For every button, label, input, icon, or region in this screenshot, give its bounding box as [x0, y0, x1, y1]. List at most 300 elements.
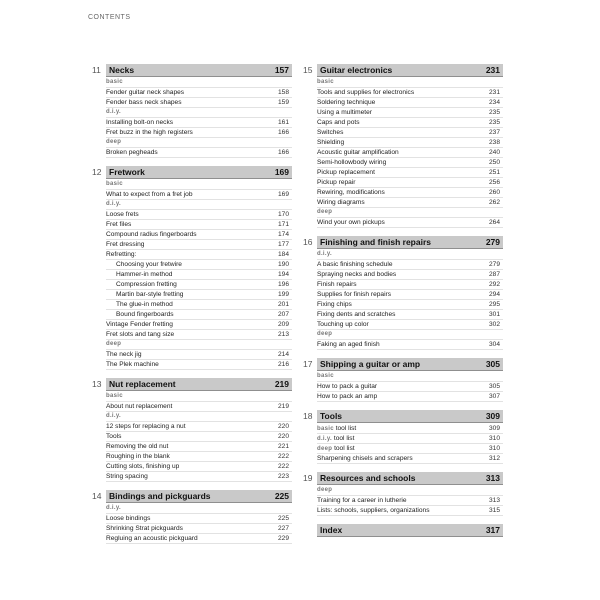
entry-title-group [106, 350, 142, 359]
toc-entry[interactable] [106, 128, 292, 138]
toc-entry[interactable] [106, 350, 292, 360]
toc-entry[interactable] [317, 310, 503, 320]
chapter-section [92, 64, 292, 158]
entry-title: Fret dressing [106, 241, 145, 248]
toc-entry[interactable] [106, 462, 292, 472]
entry-page: 237 [488, 129, 500, 136]
entry-title-group [106, 260, 182, 269]
entry-title: How to pack an amp [317, 393, 378, 400]
difficulty-level: deep [106, 138, 292, 148]
entry-title-group [317, 218, 385, 227]
toc-entry[interactable] [317, 454, 503, 464]
entry-title-group [317, 188, 385, 197]
entry-page: 305 [488, 383, 500, 390]
entry-title: Wiring diagrams [317, 199, 365, 206]
difficulty-level: d.i.y. [106, 108, 292, 118]
entry-title-group [106, 514, 150, 523]
entry-title: Spraying necks and bodies [317, 271, 397, 278]
entry-title: tool list [333, 434, 355, 442]
chapter-entries [317, 372, 503, 402]
chapter-title-bar [317, 410, 503, 423]
entry-page: 196 [277, 281, 289, 288]
entry-title: Fret files [106, 221, 132, 228]
chapter-title-bar [317, 472, 503, 485]
entry-title-group [106, 472, 148, 481]
entry-title-group [317, 88, 414, 97]
chapter-section [303, 236, 503, 350]
toc-entry[interactable] [106, 442, 292, 452]
chapter-page: 305 [485, 358, 500, 369]
toc-entry[interactable] [317, 424, 503, 434]
difficulty-level: deep [106, 340, 292, 350]
entry-page: 207 [277, 311, 289, 318]
entry-title: Tools [106, 433, 122, 440]
chapter-number: 18 [303, 411, 313, 421]
chapter-number: 15 [303, 65, 313, 75]
toc-entry[interactable] [317, 168, 503, 178]
chapter-entries [317, 250, 503, 350]
entry-title-group [106, 524, 183, 533]
chapter-heading[interactable] [92, 166, 292, 178]
entry-title-group [317, 340, 380, 349]
chapter-title: Nut replacement [109, 378, 176, 389]
chapter-heading[interactable] [303, 236, 503, 248]
chapter-number: 19 [303, 473, 313, 483]
entry-title: Shrinking Strat pickguards [106, 525, 183, 532]
entry-page: 223 [277, 473, 289, 480]
entry-title-group [106, 442, 168, 451]
chapter-number: 12 [92, 167, 102, 177]
entry-title-group [106, 230, 197, 239]
toc-entry[interactable] [317, 148, 503, 158]
entry-page: 234 [488, 99, 500, 106]
entry-title-group [317, 108, 372, 117]
chapter-entries [106, 392, 292, 482]
entry-title: How to pack a guitar [317, 383, 378, 390]
entry-page: 166 [277, 149, 289, 156]
entry-title: Cutting slots, finishing up [106, 463, 180, 470]
difficulty-level: d.i.y. [106, 412, 292, 422]
entry-title-group [317, 392, 377, 401]
toc-entry[interactable] [106, 452, 292, 462]
entry-title: Acoustic guitar amplification [317, 149, 399, 156]
chapter-section [303, 472, 503, 516]
entry-title: Compound radius fingerboards [106, 231, 197, 238]
chapter-page: 231 [485, 64, 500, 75]
entry-title-group [106, 98, 182, 107]
entry-page: 166 [277, 129, 289, 136]
toc-entry[interactable] [106, 210, 292, 220]
entry-title: Fret slots and tang size [106, 331, 175, 338]
chapter-number: 13 [92, 379, 102, 389]
difficulty-level: deep [317, 330, 503, 340]
entry-title: Choosing your fretwire [116, 261, 182, 268]
inline-difficulty-level: d.i.y. [317, 435, 333, 442]
chapter-section [303, 358, 503, 402]
entry-page: 310 [488, 445, 500, 452]
toc-entry[interactable] [106, 98, 292, 108]
entry-title-group [317, 148, 399, 157]
entry-title-group [106, 190, 193, 199]
entry-page: 260 [488, 189, 500, 196]
toc-entry[interactable] [317, 138, 503, 148]
entry-title: About nut replacement [106, 403, 173, 410]
entry-title: Shielding [317, 139, 345, 146]
entry-title-group [106, 300, 173, 309]
toc-entry[interactable] [317, 382, 503, 392]
entry-title: Faking an aged finish [317, 341, 380, 348]
difficulty-level: deep [317, 486, 503, 496]
difficulty-level: basic [106, 392, 292, 402]
entry-title-group [106, 534, 198, 543]
difficulty-level: basic [106, 180, 292, 190]
chapter-section [92, 378, 292, 482]
chapter-heading[interactable] [303, 410, 503, 422]
toc-entry[interactable] [317, 434, 503, 444]
toc-entry[interactable] [106, 290, 292, 300]
entry-page: 264 [488, 219, 500, 226]
entry-title-group [106, 320, 173, 329]
entry-title: Compression fretting [116, 281, 177, 288]
chapter-title-bar [106, 64, 292, 77]
toc-entry[interactable] [106, 534, 292, 544]
toc-entry[interactable] [317, 496, 503, 506]
chapter-number: 17 [303, 359, 313, 369]
entry-page: 194 [277, 271, 289, 278]
entry-title-group [106, 88, 184, 97]
toc-entry[interactable] [106, 514, 292, 524]
difficulty-level: d.i.y. [106, 504, 292, 514]
chapter-title: Fretwork [109, 166, 145, 177]
chapter-page: 309 [485, 410, 500, 421]
toc-entry[interactable] [317, 98, 503, 108]
entry-title-group [317, 506, 430, 515]
toc-column-left [92, 64, 292, 552]
entry-title-group [317, 270, 396, 279]
chapter-entries [106, 180, 292, 370]
entry-title: Martin bar-style fretting [116, 291, 184, 298]
entry-page: 294 [488, 291, 500, 298]
entry-title-group [106, 250, 136, 259]
chapter-page: 279 [485, 236, 500, 247]
entry-title: Tools and supplies for electronics [317, 89, 415, 96]
entry-page: 310 [488, 435, 500, 442]
entry-title-group [106, 148, 158, 157]
toc-entry[interactable] [106, 270, 292, 280]
entry-page: 302 [488, 321, 500, 328]
entry-title-group [106, 210, 139, 219]
toc-entry[interactable] [317, 128, 503, 138]
entry-title-group [106, 118, 173, 127]
toc-entry[interactable] [317, 392, 503, 402]
chapter-heading[interactable] [92, 490, 292, 502]
entry-title-group [106, 402, 172, 411]
entry-title-group [106, 128, 193, 137]
entry-page: 222 [277, 453, 289, 460]
toc-entry[interactable] [317, 260, 503, 270]
toc-entry[interactable] [106, 310, 292, 320]
entry-title-group [317, 198, 365, 207]
entry-title-group [317, 168, 375, 177]
entry-page: 240 [488, 149, 500, 156]
entry-title-group [317, 138, 344, 147]
chapter-entries [317, 78, 503, 228]
entry-title: Fixing chips [317, 301, 352, 308]
toc-entry[interactable] [317, 88, 503, 98]
toc-entry[interactable] [317, 218, 503, 228]
chapter-title-bar [106, 166, 292, 179]
chapter-title: Bindings and pickguards [109, 490, 211, 501]
entry-page: 221 [277, 443, 289, 450]
entry-page: 216 [277, 361, 289, 368]
entry-page: 235 [488, 119, 500, 126]
entry-title: Fender bass neck shapes [106, 99, 182, 106]
entry-title: The Plek machine [106, 361, 159, 368]
entry-page: 171 [277, 221, 289, 228]
toc-entry[interactable] [106, 432, 292, 442]
entry-title-group [317, 118, 360, 127]
entry-title: Vintage Fender fretting [106, 321, 173, 328]
entry-title-group [106, 422, 186, 431]
toc-entry[interactable] [317, 444, 503, 454]
entry-title: Hammer-in method [116, 271, 173, 278]
entry-title: Pickup repair [317, 179, 356, 186]
toc-entry[interactable] [106, 88, 292, 98]
chapter-page: 169 [274, 166, 289, 177]
chapter-title-bar [317, 524, 503, 537]
toc-entry[interactable] [317, 198, 503, 208]
chapter-title: Guitar electronics [320, 64, 393, 75]
entry-page: 287 [488, 271, 500, 278]
chapter-entries [317, 424, 503, 464]
difficulty-level: d.i.y. [106, 200, 292, 210]
entry-title-group [317, 382, 377, 391]
entry-page: 170 [277, 211, 289, 218]
entry-page: 231 [488, 89, 500, 96]
difficulty-level: d.i.y. [317, 250, 503, 260]
entry-title-group [317, 260, 393, 269]
entry-title: Regluing an acoustic pickguard [106, 535, 198, 542]
chapter-entries [106, 78, 292, 158]
entry-title: Wind your own pickups [317, 219, 385, 226]
toc-entry[interactable] [106, 260, 292, 270]
entry-title: Fender guitar neck shapes [106, 89, 185, 96]
entry-page: 158 [277, 89, 289, 96]
toc-entry[interactable] [106, 230, 292, 240]
toc-entry[interactable] [317, 320, 503, 330]
entry-page: 262 [488, 199, 500, 206]
chapter-section [92, 166, 292, 370]
toc-entry[interactable] [106, 300, 292, 310]
chapter-title: Index [320, 524, 343, 535]
entry-page: 161 [277, 119, 289, 126]
entry-page: 222 [277, 463, 289, 470]
toc-entry[interactable] [106, 472, 292, 482]
difficulty-level: basic [317, 372, 503, 382]
entry-title: Using a multimeter [317, 109, 372, 116]
difficulty-level: basic [106, 78, 292, 88]
chapter-title-bar [317, 64, 503, 77]
entry-page: 184 [277, 251, 289, 258]
toc-entry[interactable] [106, 190, 292, 200]
chapter-title-bar [106, 378, 292, 391]
entry-page: 227 [277, 525, 289, 532]
entry-title: Training for a career in lutherie [317, 497, 407, 504]
entry-page: 190 [277, 261, 289, 268]
entry-title: Semi-hollowbody wiring [317, 159, 387, 166]
entry-title: Bound fingerboards [116, 311, 174, 318]
entry-title-group [317, 320, 369, 329]
entry-title: Caps and pots [317, 119, 360, 126]
toc-entry[interactable] [317, 280, 503, 290]
entry-title: Rewiring, modifications [317, 189, 385, 196]
chapter-heading[interactable] [303, 472, 503, 484]
chapter-number: 14 [92, 491, 102, 501]
entry-page: 199 [277, 291, 289, 298]
entry-title: Broken pegheads [106, 149, 158, 156]
entry-title: 12 steps for replacing a nut [106, 423, 186, 430]
entry-title-group [317, 496, 407, 505]
entry-title-group [106, 330, 174, 339]
chapter-page: 225 [274, 490, 289, 501]
chapter-number: 16 [303, 237, 313, 247]
inline-difficulty-level: basic [317, 425, 334, 432]
toc-entry[interactable] [317, 340, 503, 350]
chapter-section [303, 410, 503, 464]
chapter-section [92, 490, 292, 544]
entry-title: Finish repairs [317, 281, 357, 288]
entry-title-group [106, 290, 183, 299]
entry-page: 235 [488, 109, 500, 116]
entry-title: The glue-in method [116, 301, 173, 308]
entry-title: A basic finishing schedule [317, 261, 393, 268]
chapter-heading[interactable] [303, 358, 503, 370]
entry-title: Touching up color [317, 321, 369, 328]
chapter-page: 219 [274, 378, 289, 389]
chapter-title: Necks [109, 64, 135, 75]
entry-title: Lists: schools, suppliers, organizations [317, 507, 430, 514]
entry-page: 220 [277, 423, 289, 430]
entry-page: 250 [488, 159, 500, 166]
entry-page: 214 [277, 351, 289, 358]
entry-title-group [106, 220, 131, 229]
toc-entry[interactable] [106, 250, 292, 260]
entry-title-group [106, 452, 170, 461]
entry-title: Switches [317, 129, 344, 136]
entry-title: Fret buzz in the high registers [106, 129, 193, 136]
toc-entry[interactable] [106, 118, 292, 128]
chapter-title: Tools [320, 410, 343, 421]
toc-entry[interactable] [106, 280, 292, 290]
entry-page: 304 [488, 341, 500, 348]
entry-title-group [317, 158, 386, 167]
chapter-number: 11 [92, 65, 101, 75]
chapter-title: Shipping a guitar or amp [320, 358, 421, 369]
entry-title-group [317, 128, 343, 137]
entry-title-group [317, 444, 355, 454]
entry-title-group [317, 290, 391, 299]
toc-entry[interactable] [317, 300, 503, 310]
chapter-entries [317, 486, 503, 516]
toc-entry[interactable] [106, 524, 292, 534]
entry-title: String spacing [106, 473, 148, 480]
entry-page: 251 [488, 169, 500, 176]
entry-title: Supplies for finish repairs [317, 291, 392, 298]
toc-entry[interactable] [317, 178, 503, 188]
entry-page: 159 [277, 99, 289, 106]
chapter-heading[interactable] [303, 64, 503, 76]
entry-title-group [106, 360, 159, 369]
entry-title-group [106, 310, 174, 319]
chapter-title-bar [106, 490, 292, 503]
entry-page: 209 [277, 321, 289, 328]
toc-entry[interactable] [106, 148, 292, 158]
chapter-heading[interactable] [303, 524, 503, 536]
entry-title-group [106, 432, 121, 441]
toc-entry[interactable] [317, 290, 503, 300]
entry-title-group [106, 270, 172, 279]
entry-page: 238 [488, 139, 500, 146]
chapter-page: 317 [485, 524, 500, 535]
entry-page: 313 [488, 497, 500, 504]
chapter-section [303, 524, 503, 536]
difficulty-level: basic [317, 78, 503, 88]
toc-entry[interactable] [106, 320, 292, 330]
entry-title-group [317, 300, 352, 309]
entry-title: tool list [335, 424, 357, 432]
entry-title: The neck jig [106, 351, 142, 358]
chapter-title: Finishing and finish repairs [320, 236, 431, 247]
entry-page: 256 [488, 179, 500, 186]
entry-title: Soldering technique [317, 99, 376, 106]
toc-entry[interactable] [317, 108, 503, 118]
toc-entry[interactable] [106, 240, 292, 250]
toc-entry[interactable] [106, 220, 292, 230]
entry-title-group [317, 310, 395, 319]
chapter-page: 313 [485, 472, 500, 483]
entry-page: 213 [277, 331, 289, 338]
entry-page: 177 [277, 241, 289, 248]
toc-entry[interactable] [317, 188, 503, 198]
entry-title: tool list [334, 444, 355, 452]
entry-page: 219 [277, 403, 289, 410]
entry-title-group [317, 178, 355, 187]
entry-page: 169 [277, 191, 289, 198]
toc-entry[interactable] [106, 360, 292, 370]
toc-column-right [303, 64, 503, 544]
entry-page: 279 [488, 261, 500, 268]
toc-entry[interactable] [317, 158, 503, 168]
entry-page: 220 [277, 433, 289, 440]
toc-entry[interactable] [317, 506, 503, 516]
entry-page: 229 [277, 535, 289, 542]
toc-entry[interactable] [317, 270, 503, 280]
toc-entry[interactable] [317, 118, 503, 128]
entry-title: Removing the old nut [106, 443, 169, 450]
entry-title-group [106, 240, 144, 249]
chapter-heading[interactable] [92, 378, 292, 390]
toc-entry[interactable] [106, 402, 292, 412]
entry-page: 307 [488, 393, 500, 400]
entry-title: Loose bindings [106, 515, 151, 522]
entry-title-group [317, 98, 375, 107]
chapter-heading[interactable] [92, 64, 292, 76]
entry-page: 174 [277, 231, 289, 238]
difficulty-level: deep [317, 208, 503, 218]
entry-page: 201 [277, 301, 289, 308]
toc-entry[interactable] [106, 330, 292, 340]
toc-entry[interactable] [106, 422, 292, 432]
